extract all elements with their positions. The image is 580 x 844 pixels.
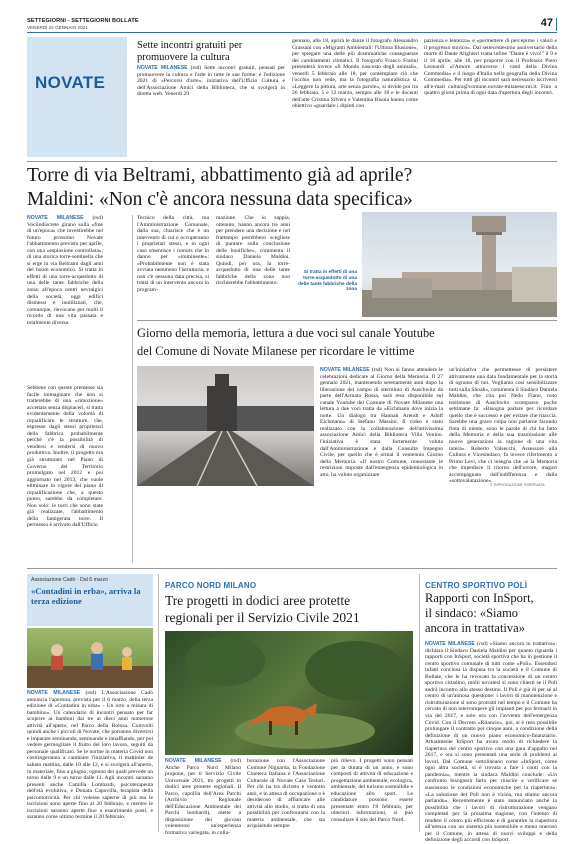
page-number: 47 <box>540 17 553 29</box>
children-illustration <box>27 628 153 688</box>
auschwitz-photo <box>137 366 314 486</box>
fox-illustration <box>165 631 413 755</box>
contadini-title: «Contadini in erba», arriva la terza edizione <box>31 586 141 607</box>
torre-col-2: Tecnico della città, ma l'Amministrazione Comunale, dalla sua, chiarisce che è un intervento di cui è occuperanno i proprietari stessi, e in ogni caso smentisce i rumors che lo danno per «imminente»: «Probabilmente non è stata avviata nemmeno l'istruttoria, e non c'è nessuna data precisa, si tratta di un intervento ancora in program- <box>137 215 209 294</box>
parco-divider <box>419 574 420 832</box>
memoria-credit: © RIPRODUZIONE RISERVATA <box>490 483 545 487</box>
contadini-tag: Associazione Cadò · Dal 6 marzo <box>31 577 108 583</box>
tower-caption: Si tratta in effetti di una torre-acquedotto di una delle tante fabbriche della zona <box>298 270 357 293</box>
fox-photo <box>165 631 413 755</box>
parco-col-3: più rilievo. I progetti sono pensati per la durata di un anno, e sono composti di attività di educazione e progettazione ambientale, ecologica, ambientale, del turismo sostenibile e educazione allo sport. Le candidature possono essere presentate entro l'8 febbraio, per ulteriori informazioni, si può consultare il sito del Parco Nord. <box>331 758 414 823</box>
parco-col-1: NOVATE MILANESE (rsd) Anche Parco Nord Milano propone, per il Servizio Civile Universale 2021, tre progetti in dodici aree protette regionali. Il Parco, capofila dell'Area Parchi (Archivio Regionale dell'Educazione Ambientale dei Parchi lombardi), mette a disposizione dei giovani volenterosi un'esperienza formativa variegata, in colla- <box>165 758 241 837</box>
centro-body: NOVATE MILANESE (rsd) «Siamo ancora in trattativa»: dichiara il Sindaco Daniela Maldini per quanto riguarda i rapporti con InSport, società sportiva che ha in gestione il centro sportivo comunale di tutti come «Polì». Essendosi infatti conclusa la disputa tra la società e il Comune di Bollate, che le ha revocato la concessione di un centro sportivo cittadino, molti novatesi si sono chiesti se il Polì andrà incontro allo stesso destino. Il Polì è già di per sé al centro di un'annosa questione: i lavori di manutenzione e ristrutturazione si sono protratti nel tempo e il Comune ha cercato di non interrompere gli impianti per poi fermarli in via del 2017, e solo ora con l'avvento dell'emergenza Covid. Con il Decreto «Rilancio», poi, si è reso possibile prolungare il contratto per cinque anni, a condizione della definizione di un nuovo piano economico-finanziario. Attualmente InSport ha avuto modo di richiedere la riapertura del centro sportivo con una gara d'appalto nel 2017, e ora si sono presentati una serie di problemi ai lavori. Dal Comune sottolineano come «InSport, come ogni altra società, si è trovata a fare i conti con la pandemia», mentre la sindaca Maldini conclude: «Un confronto bisognerà farlo per riuscire a verificare se sussistono le condizioni economiche per la riapertura»: «La soluzione del Polì non è vicina, ma stiamo ancora parlando». Recentemente è stato annunciato anche la possibilità che i lavori di ristrutturazione vengano completati per la prossima stagione, con l'intento di rendere il centro più efficiente e di garantire la riapertura all'utenza con un sistema più sostenibile e meno oneroso per il Comune, in attesa di nuovi sviluppi e della definizione degli accordi con InSport. <box>425 641 558 844</box>
centro-tag: CENTRO SPORTIVO POLÌ <box>425 581 528 590</box>
issue-date: VENERDÌ 22 GENNAIO 2021 <box>27 25 88 30</box>
centro-title-3: ancora in trattativa» <box>425 621 525 635</box>
contadini-divider <box>158 574 159 832</box>
tower-photo <box>362 212 557 317</box>
tower-illustration <box>362 212 557 317</box>
centro-title-2: il sindaco: «Siamo <box>425 606 519 620</box>
torre-col-3: mazione. Che io sappia, ottenuto, hanno ancora tre anni per prendere una decisione e nel frattempo potrebbero scegliere di puntare sulla conclusione delle bonifiche», commenta il sindaco Daniela Maldini. Quindi, per ora, la torre-acquedotto di una delle tante fabbriche della zona non rischierebbe l'abbattimento. <box>216 215 290 287</box>
header-bar <box>556 18 557 31</box>
memoria-col-2: un'iniziativa che permettesse di persistere attivamente una data fondamentale per la storia di ognuno di noi. Vogliamo così sensibilizzare tutti sulla Shoah», commenta il Sindaco Daniela Maldini, che cita poi Nedo Fiano, noto testimone di Auschwitz scomparso poche settimane fa: «Bisogna parlare per ricordare quello che è successo e per evitare che ritaccia. Sarebbe una grave colpa non parlarne facendo finta di niente, sono le parole di chi ha fatto della Memoria e della sua trasmissione alle nuove generazioni la ragione di una vita intera». Roberto Valsecchi, Assessore alla Cultura e Vicesindaco, fa invece riferimento a Primo Levi, che ci insegna che «è la Memoria che impedisce il ritorno dell'orrore, magari accompagnato dall'indifferenza e dalla «sottovalutazione». <box>449 367 557 485</box>
cultura-col-3: pazienza e lentezza» e «permettere di percepirne i valori e il progresso storico». Dal settecentesimo anniversario della morte di Dante Alighieri tratta infine "Dante è vivo!" il 9 e il 16 aprile, alle 18, per proporre con il Professor Piero Leonardi «l'Amore attraverso i canti della Divina Commedia» e il luogo d'Italia nella geografia della Divina Commedia». Per tutti gli incontri sarà necessario iscriversi all'e-mail cultura@comune.novate-milanese.mi.it. Fino a quattro giorni prima di ogni data d'apertura degli incontri. <box>424 38 557 97</box>
header-rule <box>27 32 557 33</box>
memoria-title-1: Giorno della memoria, lettura a due voci sul canale Youtube <box>137 326 435 340</box>
page-header <box>27 18 557 36</box>
centro-title-1: Rapporti con InSport, <box>425 591 534 605</box>
children-garden-photo <box>27 628 153 688</box>
torre-col-1: NOVATE MILANESE (rsd) Vociindiscrete girano sulla «fine di un'epoca» che investirebbe nel futuro prossimo Novate l'abbattimento previsto per aprile, con una «esplosione controllata», di una storica torre-sentinella che si erge in via Beltrami dagli anni del boom economico. Si tratta in effetti di una torre-acquedotto di una delle tante fabbriche della zona: all'epoca centri nevralgici della società, oggi edifici dismessi e inutilizzati, che, comunque, rievocano per molti il ricordo di una vita passata e totalmente diversa. <box>27 215 103 326</box>
torre-title-2: Maldini: «Non c'è ancora nessuna data specifica» <box>27 189 413 210</box>
cultura-title: Sette incontri gratuiti per promuovere la cultura <box>137 40 243 63</box>
parco-tag: PARCO NORD MILANO <box>165 581 257 590</box>
memoria-title-2: del Comune di Novate Milanese per ricordare le vittime <box>137 344 415 358</box>
parco-col-2: borazione con l'Associazione Comune Niguarda, la Fondazione Cineteca Italiana e l'Associazione Culturale di Novate Casa Testori. Per chi ha tra diciotto e ventotto anni, e in attesa di occupazione o è desideroso di affiancare alle attività allo studio, si tratta di una possibilità per confrontarsi con la materia ambientale, che sta acquisendo sempre <box>247 758 325 830</box>
torre-divider <box>132 215 133 563</box>
parco-title-1: Tre progetti in dodici aree protette <box>165 593 351 608</box>
torre-title-1: Torre di via Beltrami, abbattimento già ad aprile? <box>27 165 413 186</box>
paper-name: SETTEGIORNI - SETTEGIORNI BOLLATE <box>27 18 139 24</box>
memoria-top-rule <box>137 320 557 321</box>
cultura-col-2: gennaio, alle 18, aprirà le danze il fotografo Alessandro Grassani con «Migranti Ambientali: l'Ultima Illusione», per spiegare una delle più drammatiche conseguenze dei cambiamenti climatici. Il fotografo Franco Fratini presenterà invece «Il Mondo nascosto degli animali», venerdì 5 febbraio alle 18, per contemplare ciò che l'occhio non vede, ma la fotografia naturalistica sì. «Leggere la pittura, arte senza parole», si divide poi tra 26 febbraio, 5 e 12 marzo, sempre alle 18 e le docenti dell'arte Cristina Silvera e Valentina Bisola hanno come obiettivo «guardare i dipinti con <box>292 38 418 110</box>
memoria-col-1: NOVATE MILANESE (rsd) Non si fanno attendere le celebrazioni dedicate al Giorno della Memoria. Il 27 gennaio 2021, mantenendo serenamente anni dopo la liberazione del campo di sterminio di Auschwitz da parte dell'Armata Rossa, sarà resa disponibile sul canale Youtube del Comune di Novate Milanese una lettura a due voci tratta da «Eichmann dove inizia la notte. Un dialogo tra Hannah Arendt e Adolf Eichmann» di Stefano Massini. Il video è stato realizzato con la collaborazione dell'attivissima associazione Amici della Biblioteca Villa Venino. l'iniziativa è stata fortemente voluta dall'Amministrazione e dalla Consulta Impegno Civile, per quello che è ormai il ventennio Giorno della Memoria. «Il nostro Comune, nonostante le restrizioni imposte dall'emergenza epidemiologica in atto, ha voluto organizzare <box>320 367 444 478</box>
section-title: NOVATE <box>35 73 106 92</box>
mid-rule <box>27 568 557 569</box>
contadini-body: NOVATE MILANESE (rsd) L'Associazione Cadò annuncia l'apertura, prevista per il 6 marzo, della terza edizione di «Contadini in erba» - Un orto a misura di bambino». Un calendario di incontri pensato per far scoprire ai bambini dai tre ai dieci anni numerose attività all'aperto, nel Parco della Bolosa. Coinvolti quindi anche i piccoli di Novate, che potranno divertirsi e imparare seminando, seminando e innaffiando, per poi vedere germogliare il frutto del loro lavoro, seguiti da personale qualificato. Se le norme in materia Covid non costringeranno a cambiare l'iniziativa, il mattinier de sabato mattina, dalle 10 alle 12, e si svolgerà all'aperto, in materiale, fino a giugno, ognuno dei quali prevede un turno dalle 9 e un turno dalle 11. Agli incontri saranno presenti anche Camilla Lombardi, psicoterapeuta dell'età evolutiva, e Donata Capovilla, terapista della psicomotricità. Per chi volesse saperne di più ma le iscrizioni sono aperte fino al 20 febbraio, e mentre le iscrizioni saranno aperte fino a esaurimento posti, e saranno come ultimo termine il 20 febbraio. <box>27 690 153 821</box>
parco-title-2: regionali per il Servizio Civile 2021 <box>165 610 360 625</box>
cultura-col-1: NOVATE MILANESE (rsd) Sette incontri gratuiti, pensati per promuovere la cultura e l'arte in tutte le sue forme: è l'edizione 2021 di «Percorsi d'arte», iniziativa dell'Ufficio Cultura e dell'Associazione Amici della Biblioteca, che si svolgerà in diretta web. Venerdì 29 <box>137 65 285 98</box>
novate-section-box <box>27 37 127 157</box>
top-rule <box>27 161 557 162</box>
torre-col-1b: Sebbene con queste premesse sia facile immaginare che non si tratterebbe di una «rimozione» accettata senza dispiaceri, si tratta evidentemente della volontà di riqualificare le strutture, che, espresse dagli stessi proprietari della fabbrica probabilmente perché c'è la possibilità di vendersi e rendersi di nuovo produttiva. Inoltre, il progetto era già strutturato nel Piano di Governo del Territorio promulgato nel 2012 e poi aggiornato nel 2013, che vuole eliminare in vigore del piano di riqualificazione che, a questo punto, sarebbe da completare. Non solo: le torri che sono state già realizzate, l'abbattimento della famigerata torre. Il permesso è arrivato dall'Ufficio <box>27 385 103 529</box>
railway-illustration <box>137 366 314 486</box>
